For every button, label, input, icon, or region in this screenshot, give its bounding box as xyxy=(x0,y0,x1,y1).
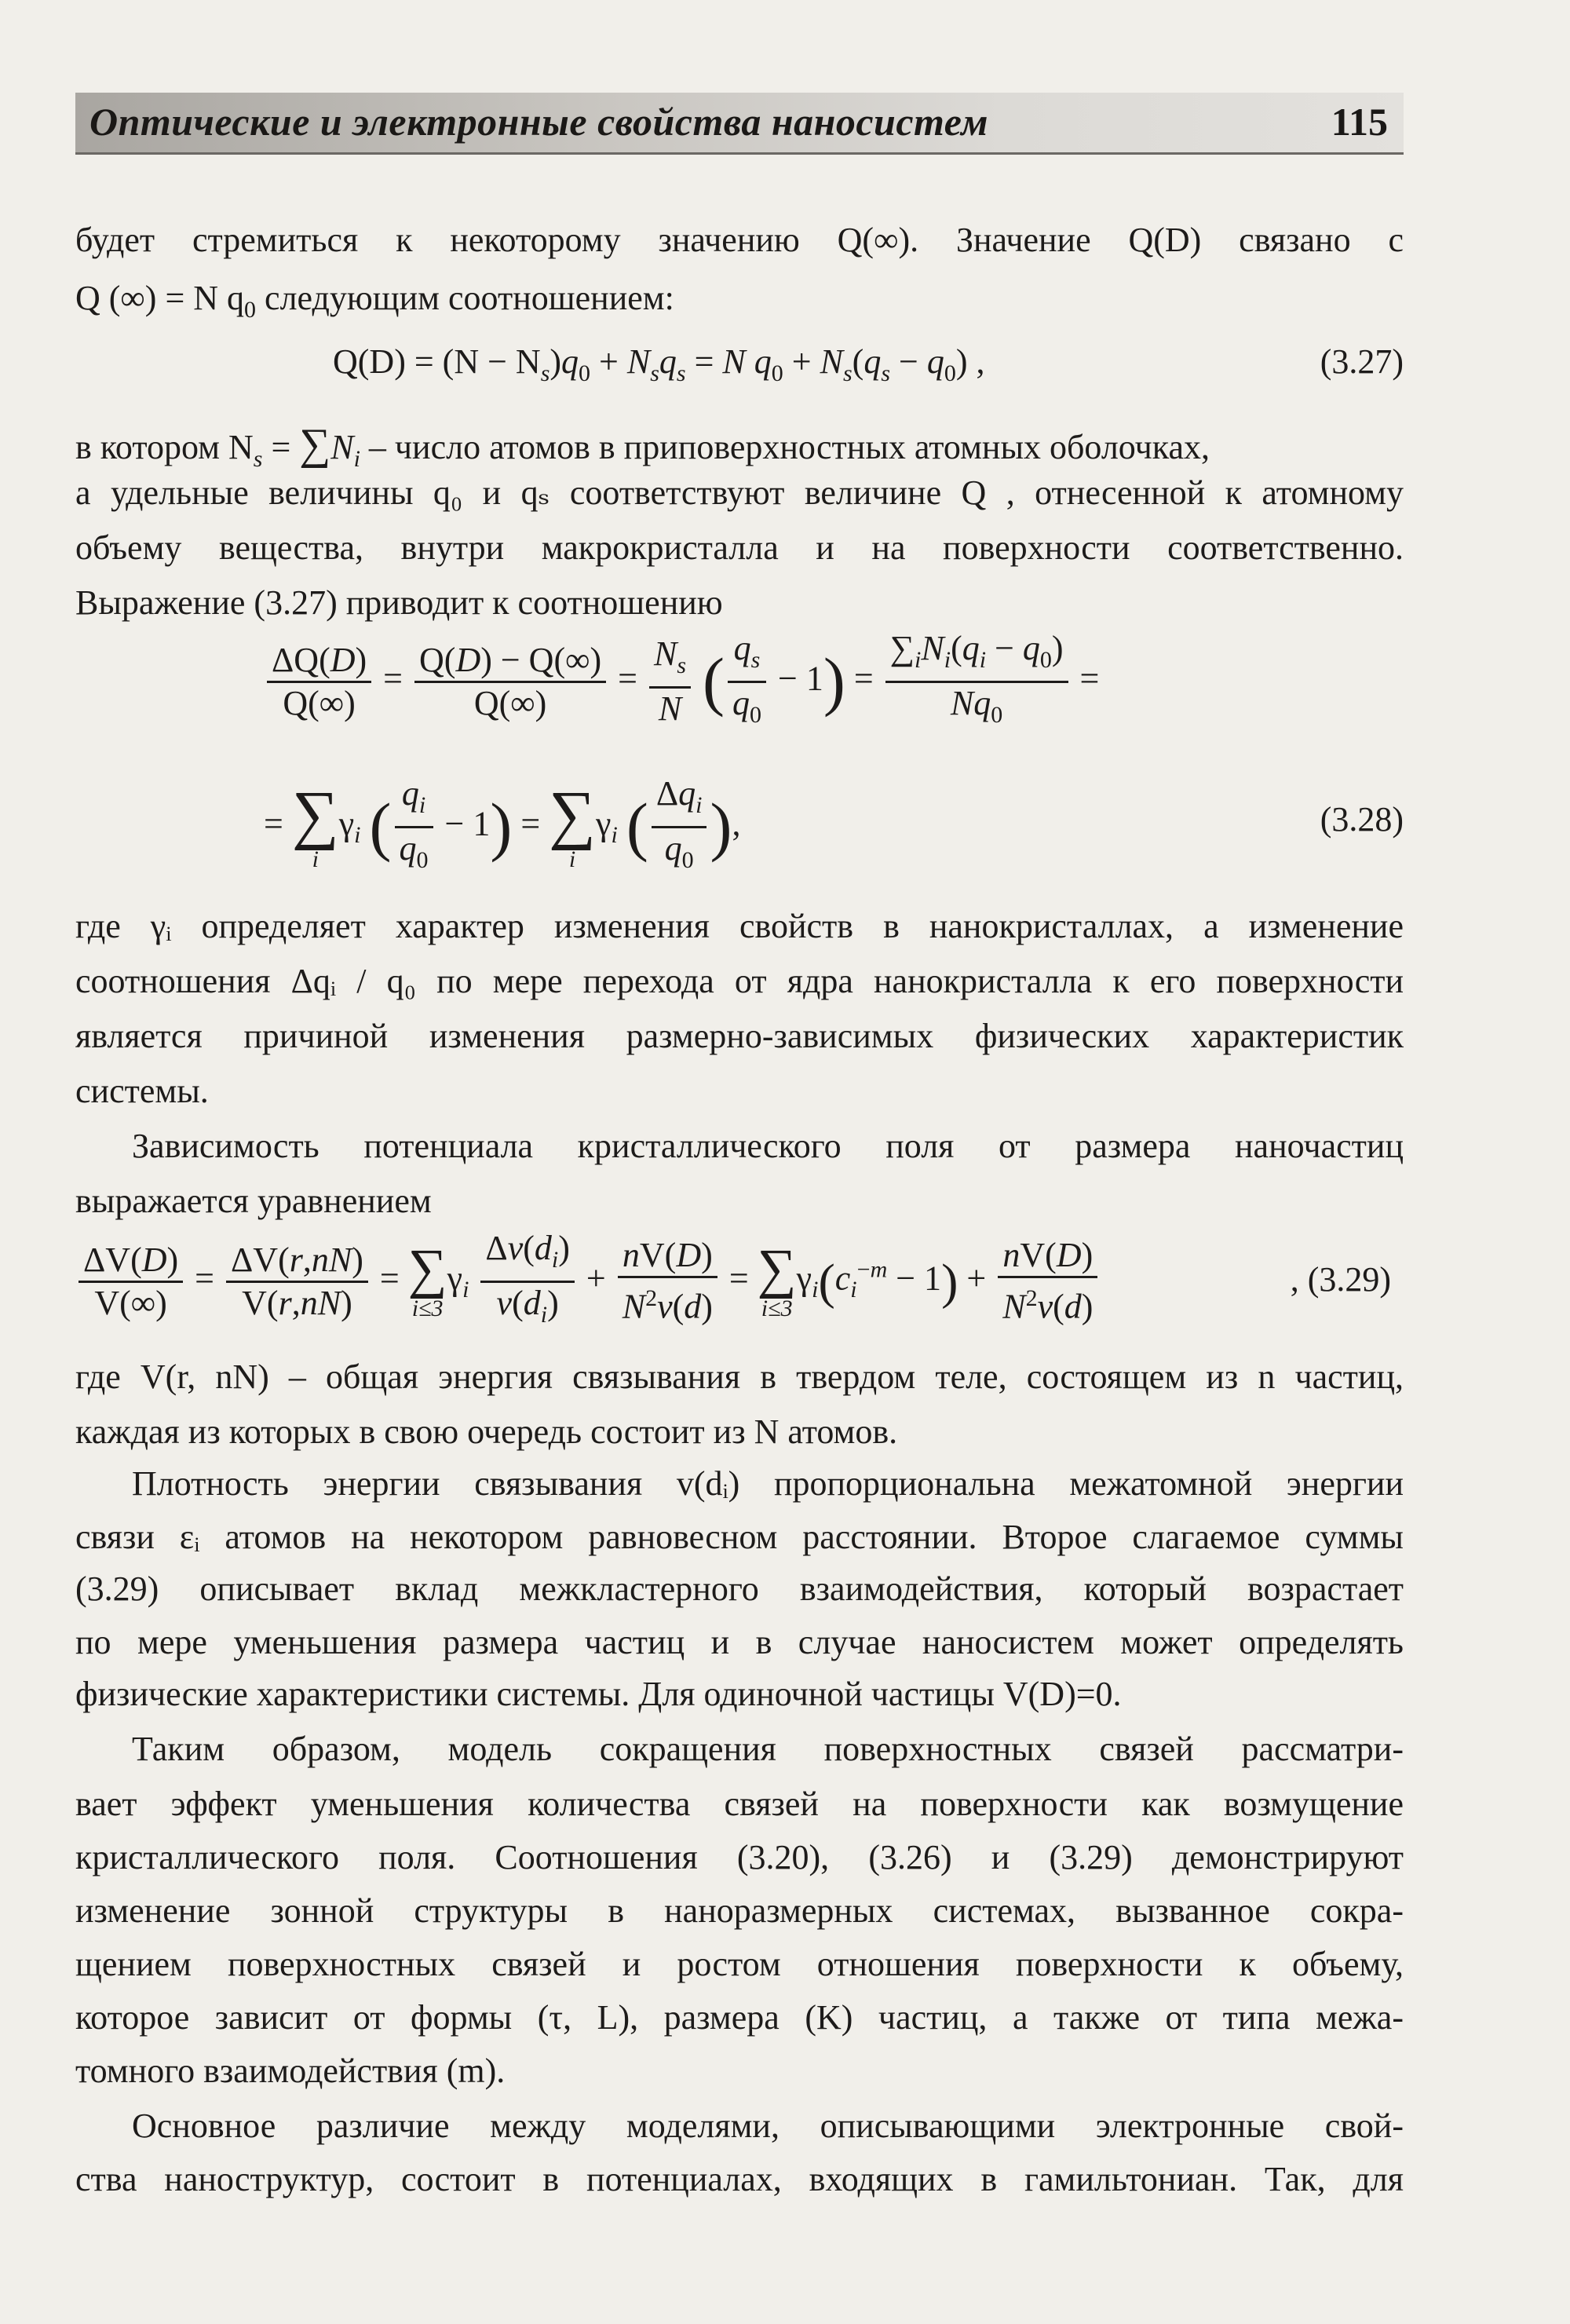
text-line: соотношения Δqᵢ / q₀ по мере перехода от ядра нанокристалла к его поверхности xyxy=(75,962,1404,1000)
text-line: связи εᵢ атомов на некотором равновесном расстоянии. Второе слагаемое суммы xyxy=(75,1518,1404,1556)
text-line: кристаллического поля. Соотношения (3.20), (3.26) и (3.29) демонстрируют xyxy=(75,1838,1404,1876)
equation-3-28-line1: $\frac{\Delta Q(D)}{Q(\infty)}$ = $\frac{Q(D) - Q(\infty)}{Q(\infty)}$ = $\frac{N_s}{N}$ ( $\frac{q_s}{q_0}$ − 1) = $\frac{\sum_iN_i(q_i - q_0)}{Nq_0}$ = xyxy=(264,628,1099,736)
text-line: Выражение (3.27) приводит к соотношению xyxy=(75,583,723,622)
running-header xyxy=(75,93,1404,155)
text-line: является причиной изменения размерно-зависимых физических характеристик xyxy=(75,1017,1404,1055)
text-line: ства наноструктур, состоит в потенциалах, входящих в гамильтониан. Так, для xyxy=(75,2160,1404,2198)
text-line: будет стремиться к некоторому значению Q(∞). Значение Q(D) связано с xyxy=(75,221,1404,259)
text-line: по мере уменьшения размера частиц и в случае наносистем может определять xyxy=(75,1623,1404,1661)
text-line: а удельные величины q₀ и qₛ соответствуют величине Q , отнесенной к атомному xyxy=(75,473,1404,512)
text-line: Q (∞) = N $q_0$ следующим соотношением: xyxy=(75,279,674,323)
text-line: (3.29) описывает вклад межкластерного взаимодействия, который возрастает xyxy=(75,1569,1404,1608)
text-line: томного взаимодействия (m). xyxy=(75,2052,506,2090)
text-line: системы. xyxy=(75,1072,209,1110)
text-line: выражается уравнением xyxy=(75,1182,432,1220)
text-line: Основное различие между моделями, описывающими электронные свой- xyxy=(132,2107,1404,2145)
text-line: физические характеристики системы. Для одиночной частицы V(D)=0. xyxy=(75,1675,1122,1713)
text-line: щением поверхностных связей и ростом отношения поверхности к объему, xyxy=(75,1945,1404,1983)
equation-3-29: $\frac{\Delta V(D)}{V(\infty)}$ = $\frac{\Delta V(r,nN)}{V(r,nN)}$ = ∑ i≤3 $\gamma_i$ $\frac{\Delta v(d_i)}{v(d_i)}$ + $\frac{nV(D)}{N^2v(d)}$ = ∑ i≤3 $\gamma_i(c_i^{-m} - 1)$ + $\frac{nV(D)}{N^2v(d)}$ xyxy=(75,1228,1101,1336)
text-line: Зависимость потенциала кристаллического поля от размера наночастиц xyxy=(132,1127,1404,1165)
page-number: 115 xyxy=(1331,100,1388,144)
text-line: объему вещества, внутри макрокристалла и на поверхности соответственно. xyxy=(75,528,1404,567)
text-line: в котором $N_s = \sum N_i$ – число атомов в приповерхностных атомных оболочках, xyxy=(75,420,1210,472)
text-line: каждая из которых в свою очередь состоит из N атомов. xyxy=(75,1412,898,1451)
equation-3-27: $Q(D) = (N - N_s)q_0 + N_sq_s = N$ $q_0 + N_s(q_s - q_0)$ , xyxy=(333,342,985,386)
equation-number: , (3.29) xyxy=(1290,1260,1391,1299)
text-line: где V(r, nN) – общая энергия связывания в твердом теле, состоящем из n частиц, xyxy=(75,1357,1404,1396)
text-line: Плотность энергии связывания v(dᵢ) пропорциональна межатомной энергии xyxy=(132,1464,1404,1503)
text-line: изменение зонной структуры в наноразмерных системах, вызванное сокра- xyxy=(75,1891,1404,1930)
text-line: Таким образом, модель сокращения поверхностных связей рассматри- xyxy=(132,1730,1404,1768)
text-line: где γᵢ определяет характер изменения свойств в нанокристаллах, а изменение xyxy=(75,907,1404,945)
equation-3-28-line2: = ∑ i $\gamma_i$ ( $\frac{q_i}{q_0}$ − 1) = ∑ i $\gamma_i$ ( $\frac{\Delta q_i}{q_0}$ ), xyxy=(264,773,740,881)
equation-number: (3.27) xyxy=(1320,342,1404,381)
text-line: которое зависит от формы (τ, L), размера (K) частиц, а также от типа межа- xyxy=(75,1998,1404,2037)
equation-number: (3.28) xyxy=(1320,800,1404,839)
running-title: Оптические и электронные свойства наносистем xyxy=(89,100,988,144)
text-line: вает эффект уменьшения количества связей на поверхности как возмущение xyxy=(75,1785,1404,1823)
